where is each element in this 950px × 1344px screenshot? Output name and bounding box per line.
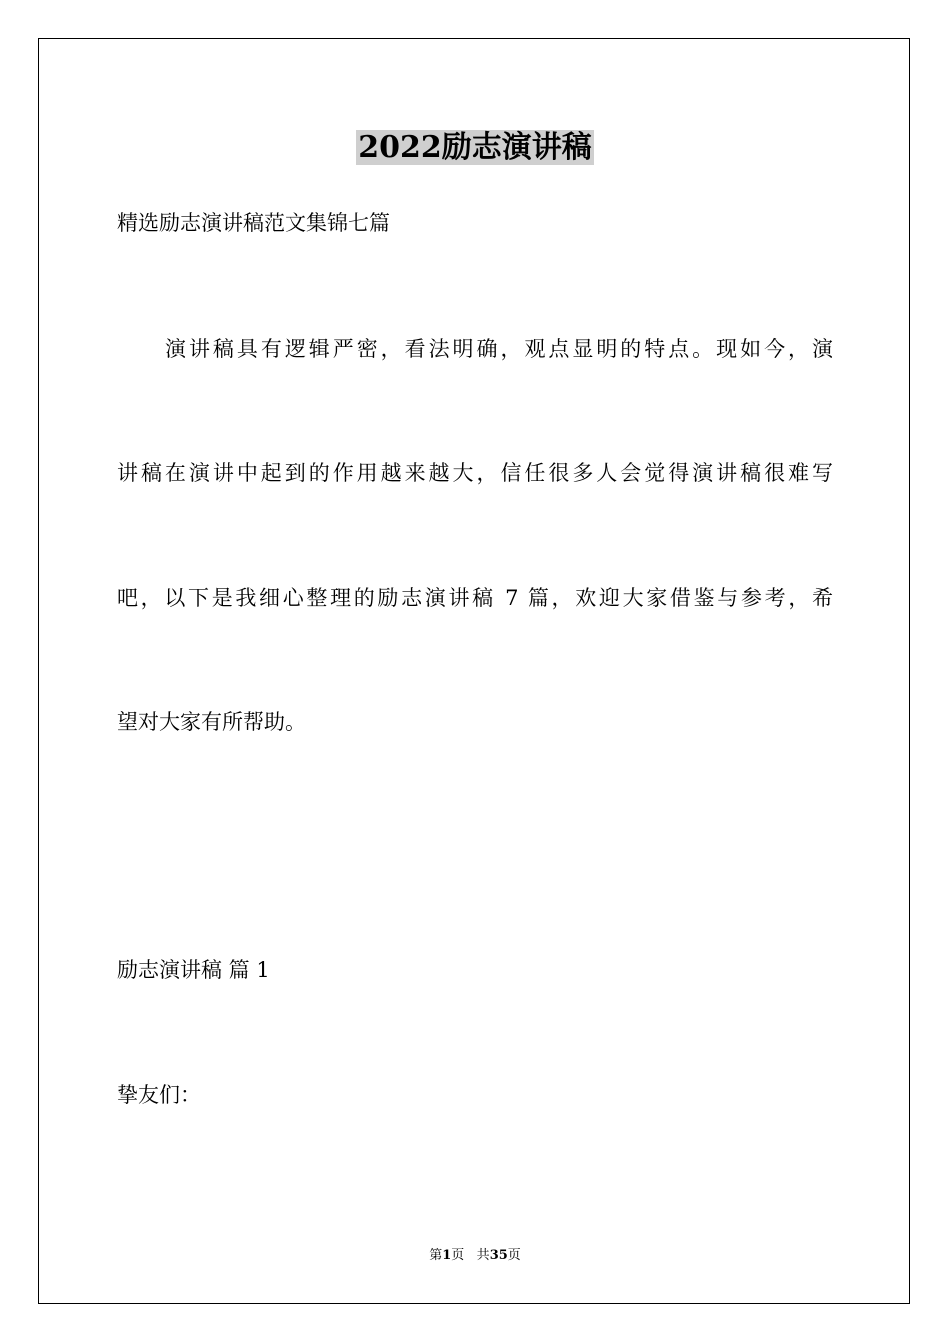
footer-total-pages: 35 bbox=[489, 1248, 508, 1263]
document-title bbox=[0, 128, 950, 168]
document-subtitle: 精选励志演讲稿范文集锦七篇 bbox=[117, 211, 390, 235]
intro-paragraph-line-3: 吧，以下是我细心整理的励志演讲稿 7 篇，欢迎大家借鉴与参考，希 bbox=[117, 586, 833, 610]
salutation: 挚友们： bbox=[117, 1083, 201, 1107]
footer-page-prefix: 第 bbox=[429, 1248, 443, 1263]
page-footer bbox=[0, 1246, 950, 1266]
footer-page-suffix: 页 bbox=[451, 1248, 465, 1263]
document-title-text: 2022励志演讲稿 bbox=[358, 130, 592, 165]
footer-total-prefix: 共 bbox=[476, 1248, 490, 1263]
footer-page-number: 1 bbox=[442, 1248, 452, 1263]
intro-paragraph-line-4: 望对大家有所帮助。 bbox=[117, 710, 306, 734]
footer-total-suffix: 页 bbox=[507, 1248, 521, 1263]
intro-paragraph-line-2: 讲稿在演讲中起到的作用越来越大，信任很多人会觉得演讲稿很难写 bbox=[117, 461, 833, 485]
intro-paragraph-line-1: 演讲稿具有逻辑严密，看法明确，观点显明的特点。现如今，演 bbox=[165, 337, 833, 361]
section-heading: 励志演讲稿 篇 1 bbox=[117, 958, 270, 982]
